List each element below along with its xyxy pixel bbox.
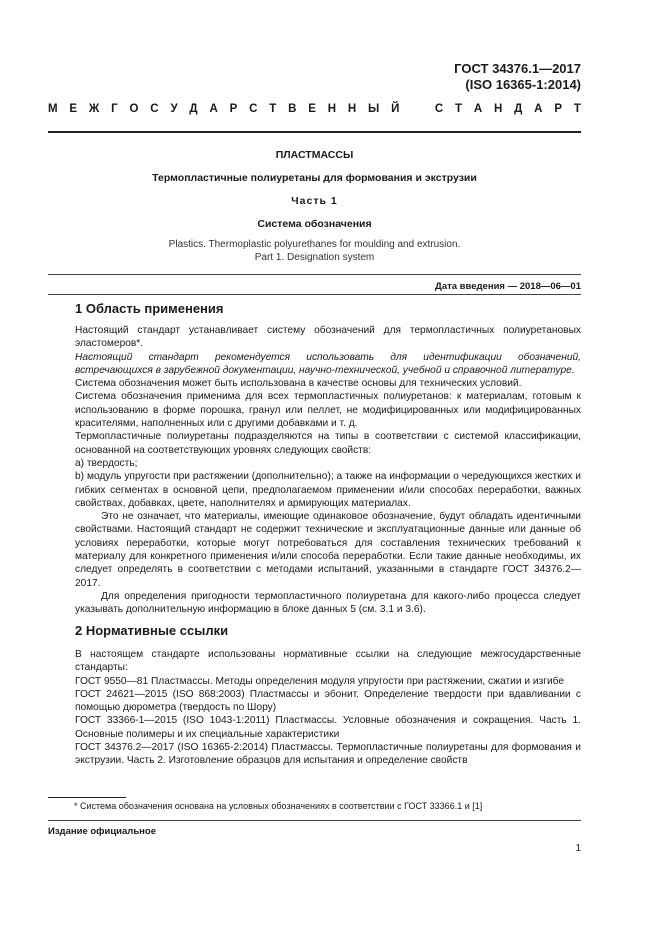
interstate-letter: Н [327,103,337,115]
reference-item: ГОСТ 34376.2—2017 (ISO 16365-2:2014) Пластмассы. Термопластичные полиуретаны для формования и экструзии. Часть 2. Изготовление образцов для испытания и определение свойств [75,742,581,767]
interstate-letter: О [129,103,139,115]
interstate-letter: Т [573,103,581,115]
section1-para: Система обозначения применима для всех термопластичных полиуретанов: к материалам, готовым к использованию в форме порошка, гранул или пеллет, не модифицированных или модифицированных красителями, наполненных или с другими добавками и т. д. [75,391,581,430]
official-edition-label: Издание официальное [48,826,156,837]
reference-item: ГОСТ 33366-1—2015 (ISO 1043-1:2011) Пластмассы. Условные обозначения и сокращения. Часть 1. Основные полимеры и их специальные характеристики [75,715,581,740]
interstate-letter: Ж [88,103,100,115]
footer-divider [48,820,581,821]
interstate-letter: Г [111,103,118,115]
english-title [48,238,581,264]
document-title: ПЛАСТМАССЫ [275,149,354,161]
interstate-letter: М [48,103,58,115]
interstate-letter: Й [391,103,400,115]
section2-para: В настоящем стандарте использованы нормативные ссылки на следующие межгосударственные стандарты: [75,649,581,674]
interstate-letter: А [473,103,483,115]
section2-body [75,648,581,768]
section1-list-item: b) модуль упругости при растяжении (дополнительно); а также на информации о чередующихся жестких и гибких сегментах в основной цепи, предполагаемом применении и/или способах переработки, важных свойствах, добавках, цвете, наполнителях и армирующих материалах. [75,471,581,509]
title-divider [48,274,581,275]
footnote: * Система обозначения основана на условных обозначениях в соответствии с ГОСТ 33366.1 и [1] [74,801,483,811]
interstate-letter: Е [308,103,316,115]
interstate-letter: А [209,103,218,115]
header-divider [48,131,581,133]
english-title-line2: Part 1. Designation system [254,252,375,263]
effective-date: Дата введения — 2018—06—01 [435,281,581,292]
interstate-standard-heading [48,103,581,115]
section1-heading: 1 Область применения [75,301,224,316]
reference-item: ГОСТ 9550—81 Пластмассы. Методы определения модуля упругости при растяжении, сжатии и изгибе [75,675,565,687]
interstate-letter: Р [554,103,562,115]
interstate-letter: Н [347,103,357,115]
footnote-divider [48,797,126,798]
section1-body [75,324,581,617]
standard-code [454,61,581,93]
document-part-title: Система обозначения [257,218,372,230]
section1-para: Для определения пригодности термопластичного полиуретана для какого-либо процесса следует указывать дополнительную информацию в блоке данных 5 (см. 3.1 и 3.6). [75,590,581,616]
standard-code-line2: (ISO 16365-1:2014) [465,77,581,92]
interstate-letter: У [170,103,178,115]
interstate-letter: В [288,103,297,115]
interstate-letter: Д [514,103,523,115]
section1-para: Настоящий стандарт устанавливает систему обозначений для термопластичных полиуретановых эластомеров*. [75,325,581,350]
english-title-line1: Plastics. Thermoplastic polyurethanes for moulding and extrusion. [168,239,461,250]
interstate-letter: Т [269,103,277,115]
section1-para: Система обозначения может быть использована в качестве основы для технических условий. [75,378,522,390]
interstate-letter: Н [494,103,503,115]
interstate-letter: Р [229,103,238,115]
interstate-letter: Ы [368,103,380,115]
section1-para: Это не означает, что материалы, имеющие одинаковое обозначение, будут обладать идентичными свойствами. Настоящий стандарт не содержит технические и эксплуатационные данные или данные об условиях переработки, которые могут потребоваться для составления технических требований к материалу для конкретного применения и/или способа переработки. Если такие данные необходимы, их следует определять в соответствии с методами испытаний, указанными в стандарте ГОСТ 34376.2—2017. [75,511,581,589]
interstate-letter: Д [189,103,198,115]
section1-list-item: a) твердость; [75,457,138,469]
interstate-letter: С [150,103,159,115]
interstate-letter: А [534,103,543,115]
section1-para-italic: Настоящий стандарт рекомендуется использовать для идентификации обозначений, встречающихся в зарубежной документации, научно-технической, учебной и справочной литературе. [75,351,581,376]
interstate-letter: С [434,103,444,115]
interstate-letter: С [249,103,258,115]
page-number: 1 [575,843,581,854]
interstate-letter: Т [455,103,463,115]
date-divider [48,294,581,295]
section1-para: Термопластичные полиуретаны подразделяются на типы в соответствии с системой классификации, основанной на соответствующих уровнях следующих свойств: [75,431,581,456]
document-subtitle: Термопластичные полиуретаны для формования и экструзии [152,172,477,184]
document-part: Часть 1 [291,195,338,207]
section2-heading: 2 Нормативные ссылки [75,623,229,638]
reference-item: ГОСТ 24621—2015 (ISO 868:2003) Пластмассы и эбонит. Определение твердости при вдавливании с помощью дюрометра (твердость по Шору) [75,688,581,714]
interstate-letter: Е [69,103,78,115]
standard-code-line1: ГОСТ 34376.1—2017 [454,61,581,76]
